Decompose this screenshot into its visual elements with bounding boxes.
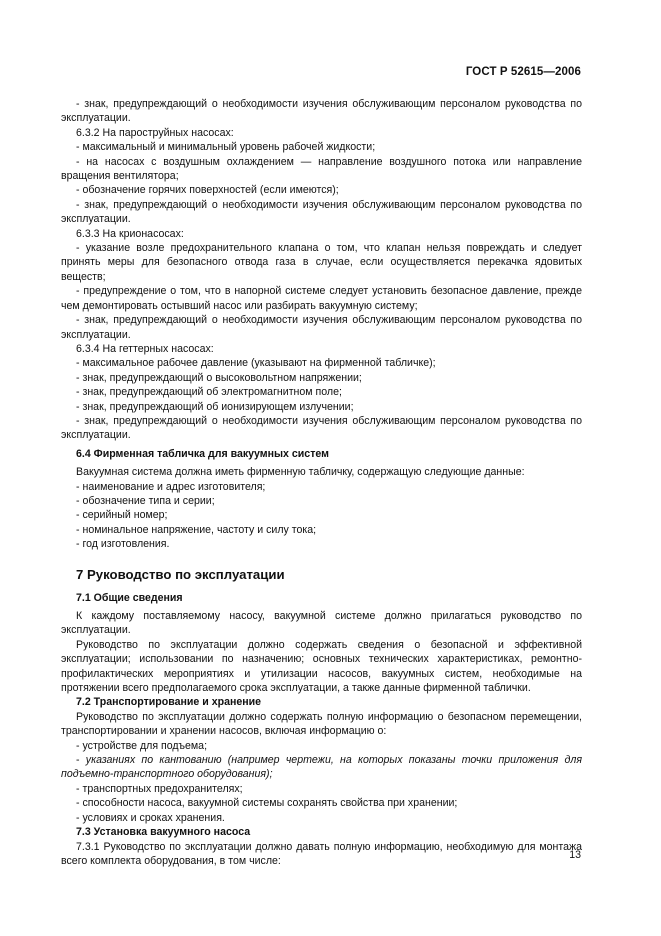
clause-6-3-4: 6.3.4 На геттерных насосах: (76, 342, 214, 355)
list-item: - устройстве для подъема; (76, 739, 208, 752)
clause-7-3-1: 7.3.1 Руководство по эксплуатации должно давать полную информацию, необходимую для монтажа всего комплекта оборудования, в том числе: (61, 840, 582, 867)
list-item: - условиях и сроках хранения. (76, 811, 225, 824)
list-item: - знак, предупреждающий об электромагнитном поле; (76, 386, 342, 399)
section-7-2-paragraph: Руководство по эксплуатации должно содержать полную информацию о безопасном перемещении, транспортировании и хранении насосов, включая информацию о: (61, 710, 582, 738)
section-7-2-title: 7.2 Транспортирование и хранение (76, 696, 262, 709)
list-item: - наименование и адрес изготовителя; (76, 480, 266, 493)
section-7-3-title: 7.3 Установка вакуумного насоса (76, 826, 251, 839)
page-number: 13 (569, 849, 581, 861)
list-item-text: указаниях по кантованию (например чертежи, на которых показаны точки приложения для подъемно-транспортного оборудования); (61, 754, 582, 781)
section-7-1-paragraph-2: Руководство по эксплуатации должно содержать сведения о безопасной и эффективной эксплуатации; использовании по назначению; основных технических характеристиках, ремонтно-профилактических мероприятиях и утилизации насосов, вакуумных систем, необходимые на протяжении всего предполагаемого срока эксплуатации, а также данные фирменной таблички. (61, 638, 582, 695)
clause-6-3-2: 6.3.2 На пароструйных насосах: (76, 126, 234, 139)
list-item: - обозначение типа и серии; (76, 494, 215, 507)
list-item: - знак, предупреждающий о высоковольтном напряжении; (76, 371, 362, 384)
section-7-1-title: 7.1 Общие сведения (76, 591, 183, 604)
list-item: - транспортных предохранителях; (76, 782, 243, 795)
list-dash: - (76, 754, 86, 767)
list-item: - обозначение горячих поверхностей (если имеются); (76, 184, 339, 197)
list-item: - год изготовления. (76, 538, 170, 551)
list-item: - знак, предупреждающий о необходимости изучения обслуживающим персоналом руководства по эксплуатации. (61, 198, 582, 226)
list-item: - максимальный и минимальный уровень рабочей жидкости; (76, 141, 376, 154)
list-item: - номинальное напряжение, частоту и силу тока; (76, 523, 317, 536)
list-item: - указание возле предохранительного клапана о том, что клапан нельзя повреждать и следует принять меры для безопасного отвода газа в случае, если осуществляется перекачка ядовитых веществ; (61, 242, 582, 283)
list-item: - максимальное рабочее давление (указывают на фирменной табличке); (76, 357, 436, 370)
list-item: - на насосах с воздушным охлаждением — направление воздушного потока или направление вращения вентилятора; (61, 155, 582, 183)
list-item: - знак, предупреждающий об ионизирующем излучении; (76, 400, 354, 413)
list-item: - знак, предупреждающий о необходимости изучения обслуживающим персоналом руководства по эксплуатации. (61, 414, 582, 442)
list-item: - знак, предупреждающий о необходимости изучения обслуживающим персоналом руководства по эксплуатации. (61, 314, 582, 341)
list-item: - предупреждение о том, что в напорной системе следует установить безопасное давление, прежде чем демонтировать остывший насос или разбирать вакуумную систему; (61, 285, 582, 312)
list-item: - знак, предупреждающий о необходимости изучения обслуживающим персоналом руководства по эксплуатации. (61, 98, 582, 125)
standard-header: ГОСТ Р 52615—2006 (465, 66, 581, 78)
list-item: - серийный номер; (76, 509, 168, 522)
section-7-1-paragraph-1: К каждому поставляемому насосу, вакуумной системе должно прилагаться руководство по эксплуатации. (61, 610, 582, 637)
clause-6-3-3: 6.3.3 На крионасосах: (76, 227, 184, 240)
section-6-4-title: 6.4 Фирменная табличка для вакуумных систем (76, 447, 329, 460)
page-content (61, 97, 582, 868)
list-item: - способности насоса, вакуумной системы сохранять свойства при хранении; (76, 797, 458, 810)
section-7-title: 7 Руководство по эксплуатации (76, 566, 285, 582)
list-item-italic (61, 753, 582, 782)
section-6-4-intro: Вакуумная система должна иметь фирменную табличку, содержащую следующие данные: (76, 466, 525, 479)
